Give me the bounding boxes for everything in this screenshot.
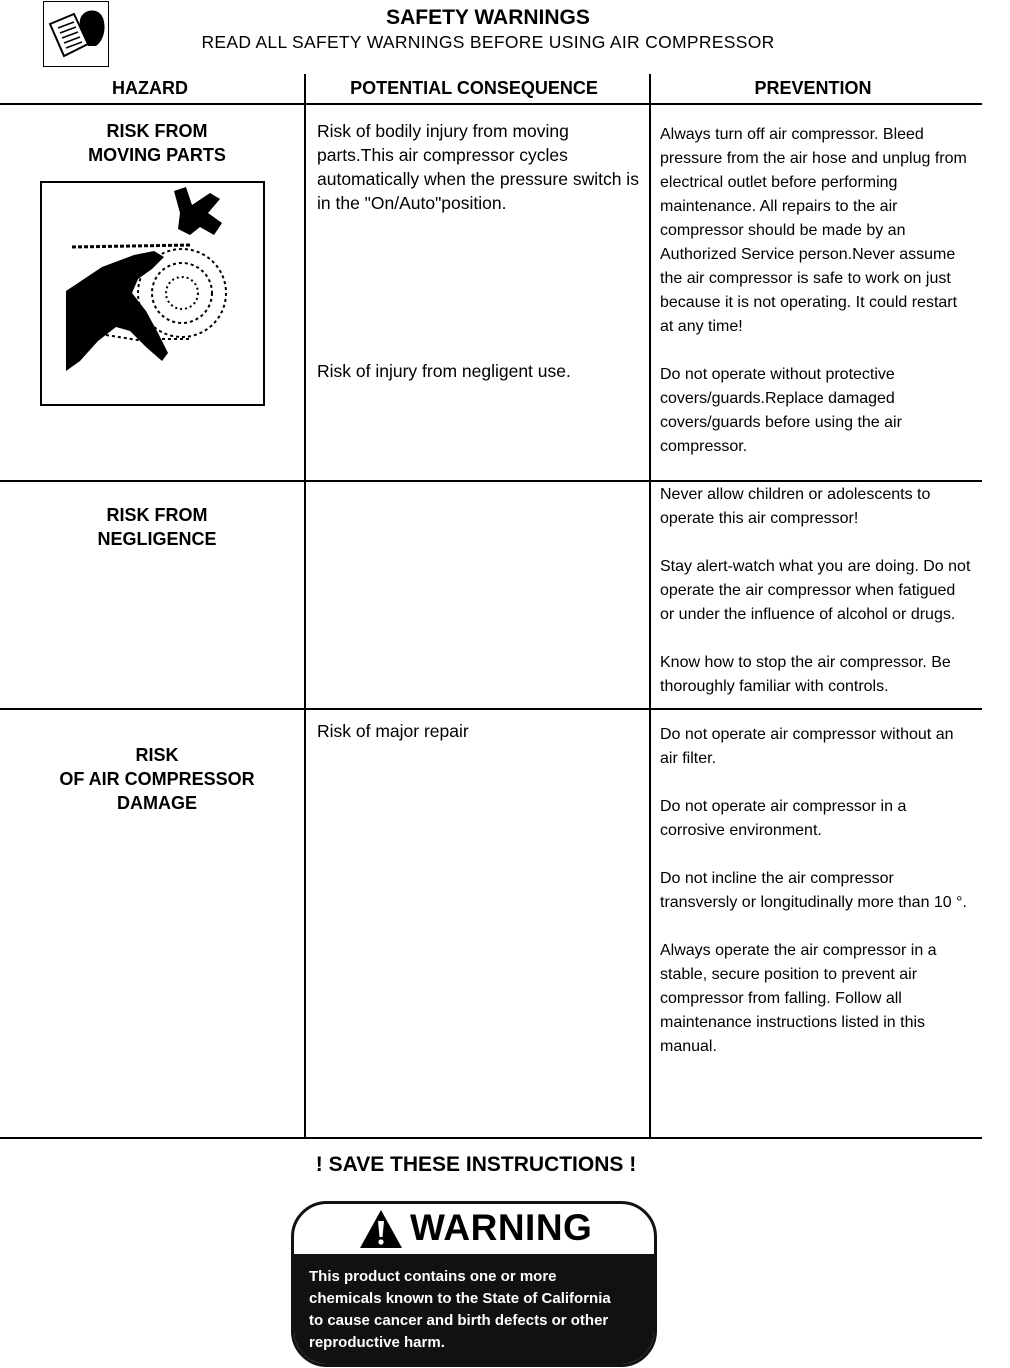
warning-triangle-icon [358,1208,404,1250]
prevention-text: Do not operate air compressor without an air filter. [660,726,954,767]
prevention-text: Do not operate without protective covers/guards.Replace damaged covers/guards before using the air compressor. [660,366,902,455]
moving-parts-hand-hazard-icon [40,181,265,406]
prevention-text: Always operate the air compressor in a stable, secure position to prevent air compressor from falling. Follow all maintenance instructions listed in this manual. [660,942,937,1055]
page-subtitle: READ ALL SAFETY WARNINGS BEFORE USING AIR COMPRESSOR [201,32,775,52]
prevention-text: Never allow children or adolescents to operate this air compressor! [660,486,931,527]
prevention-text: Do not operate air compressor in a corrosive environment. [660,798,907,839]
warning-label [291,1201,657,1367]
column-header-consequence: POTENTIAL CONSEQUENCE [350,78,598,98]
prevention-text: Know how to stop the air compressor. Be thoroughly familiar with controls. [660,654,951,695]
warning-title: WARNING [410,1207,593,1248]
table-bottom-border [0,1137,982,1139]
table-header-divider [0,103,982,105]
prevention-text: Always turn off air compressor. Bleed pressure from the air hose and unplug from electrical outlet before performing maintenance. All repairs to the air compressor should be made by an Authorized Service person.Never assume the air compressor is safe to work on just because it is not operating. It could restart at any time! [660,126,967,335]
consequence-text: Risk of injury from negligent use. [317,361,571,381]
hazard-compressor-damage: RISK OF AIR COMPRESSOR DAMAGE [59,745,255,813]
page-title: SAFETY WARNINGS [386,6,590,29]
warning-text: This product contains one or more chemicals known to the State of California to cause cancer and birth defects or other reproductive harm. [294,1254,654,1367]
hazard-moving-parts: RISK FROM MOVING PARTS [88,121,226,165]
column-divider [649,74,651,1139]
row-divider [0,708,982,710]
row-divider [0,480,982,482]
prevention-text: Stay alert-watch what you are doing. Do not operate the air compressor when fatigued or under the influence of alcohol or drugs. [660,558,971,623]
column-header-hazard: HAZARD [112,78,188,98]
column-header-prevention: PREVENTION [754,78,872,98]
consequence-text: Risk of bodily injury from moving parts.This air compressor cycles automatically when the pressure switch is in the "On/Auto"position. [317,121,639,213]
hazard-negligence: RISK FROM NEGLIGENCE [97,505,217,549]
consequence-text: Risk of major repair [317,721,469,741]
column-divider [304,74,306,1139]
warning-header [294,1204,654,1254]
save-instructions-text: ! SAVE THESE INSTRUCTIONS ! [315,1153,637,1176]
prevention-text: Do not incline the air compressor transversly or longitudinally more than 10 °. [660,870,967,911]
